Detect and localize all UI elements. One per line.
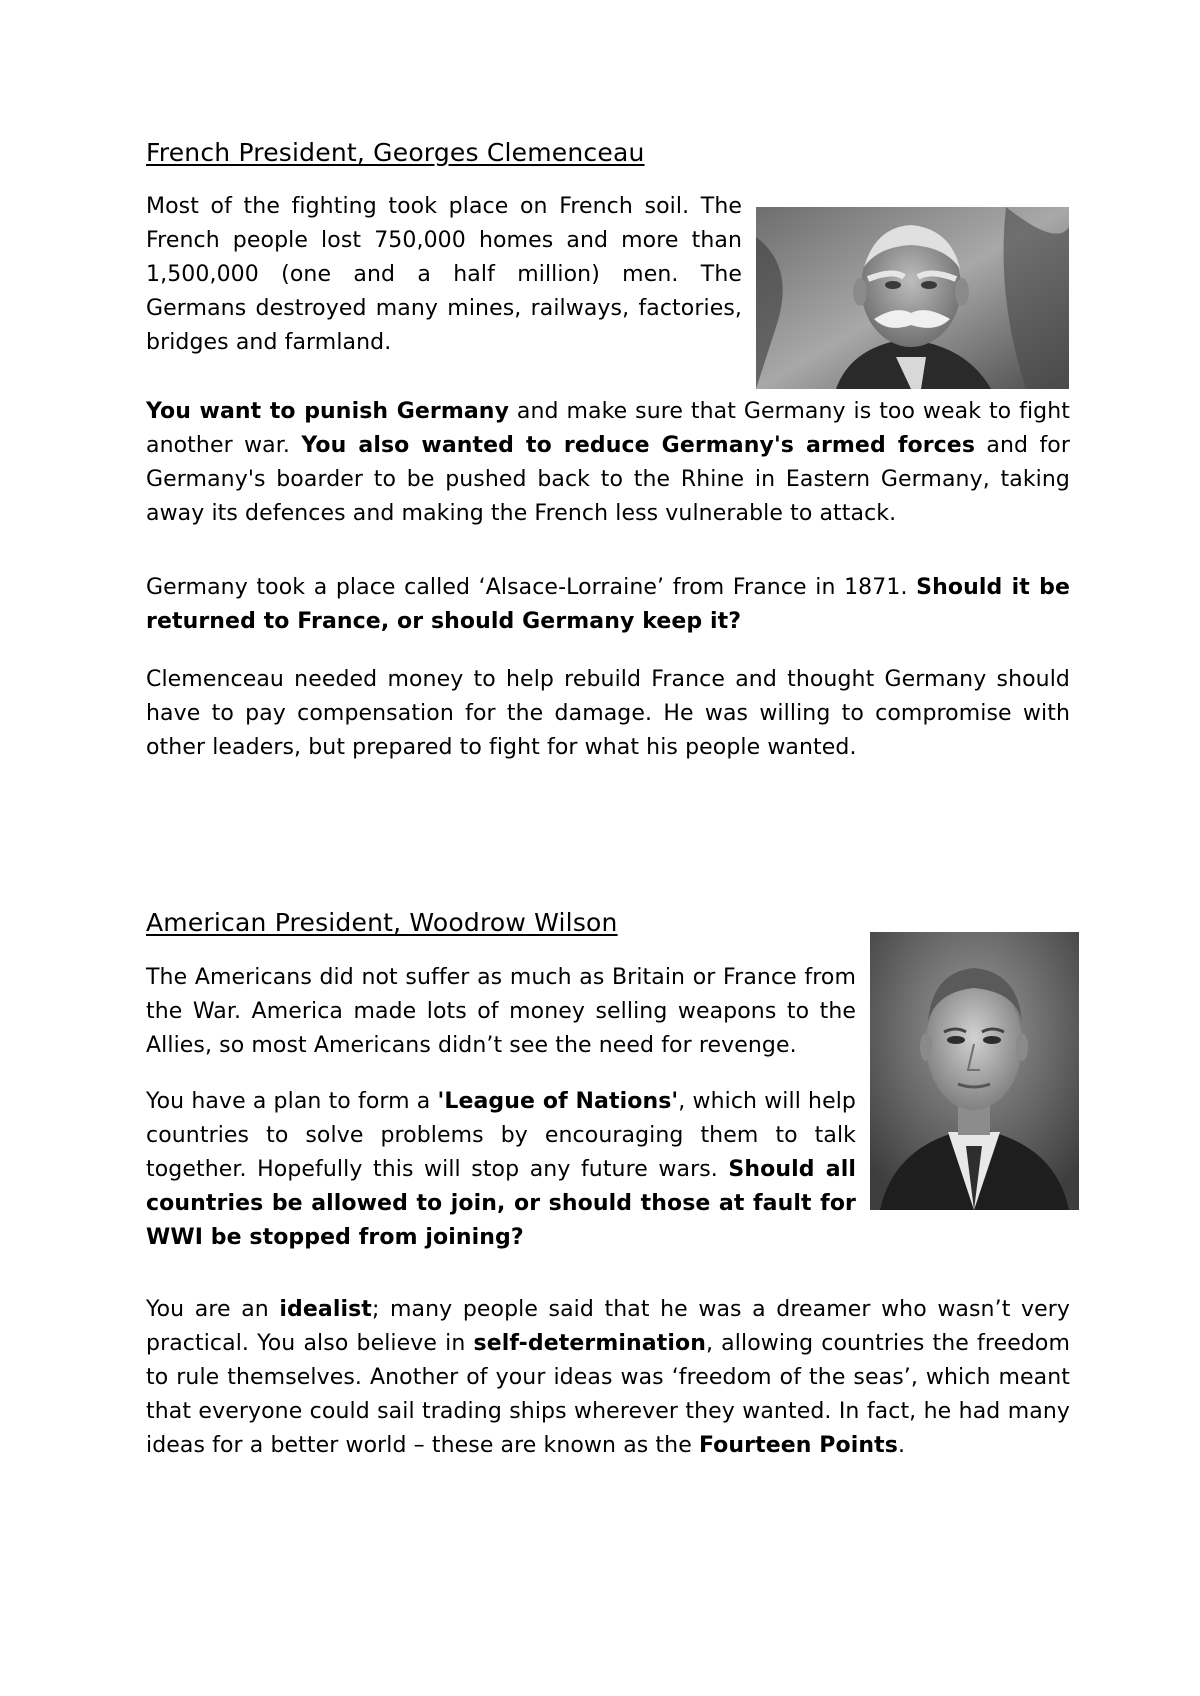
text-run: Most of the fighting took place on French soil. The French people lost 750,000 homes and more than 1,500,000 (one and a half million) men. The Germans destroyed many mines, railways, factories, bridges and farmland.: [146, 194, 742, 355]
bold-text-run: idealist: [279, 1297, 372, 1322]
bold-text-run: Should all countries be allowed to join, or should those at fault for WWI be stopped from joining?: [146, 1157, 856, 1250]
wilson-paragraph-1: [146, 961, 856, 1063]
text-run: The Americans did not suffer as much as Britain or France from the War. America made lots of money selling weapons to the Allies, so most Americans didn’t see the need for revenge.: [146, 965, 856, 1058]
text-run: and make sure that Germany is too weak to fight another war.: [146, 399, 1071, 458]
clemenceau-heading: French President, Georges Clemenceau: [146, 138, 645, 167]
bold-text-run: self-determination: [473, 1331, 706, 1356]
text-run: , which will help countries to solve problems by encouraging them to talk together. Hopefully this will stop any future wars.: [146, 1089, 857, 1182]
bold-text-run: You want to punish Germany: [146, 399, 510, 424]
text-run: You are an: [146, 1297, 280, 1322]
clemenceau-paragraph-2: [146, 395, 1070, 531]
wilson-heading: American President, Woodrow Wilson: [146, 908, 618, 937]
wilson-portrait: [870, 932, 1079, 1210]
text-run: Germany took a place called ‘Alsace-Lorraine’ from France in 1871.: [146, 575, 917, 600]
text-run: and for Germany's boarder to be pushed back to the Rhine in Eastern Germany, taking away its defences and making the French less vulnerable to attack.: [146, 433, 1070, 526]
bold-text-run: 'League of Nations': [437, 1089, 679, 1114]
text-run: , allowing countries the freedom to rule themselves. Another of your ideas was ‘freedom of the seas’, which meant that everyone could sail trading ships wherever they wanted. In fact, he had many ideas for a better world – these are known as the: [146, 1331, 1070, 1458]
text-run: You have a plan to form a: [146, 1089, 438, 1114]
text-run: ; many people said that he was a dreamer who wasn’t very practical. You also believe in: [146, 1297, 1070, 1356]
clemenceau-paragraph-1: [146, 190, 742, 360]
wilson-paragraph-3: [146, 1293, 1070, 1463]
wilson-paragraph-2: [146, 1085, 856, 1255]
clemenceau-portrait: [756, 207, 1069, 389]
text-run: Clemenceau needed money to help rebuild France and thought Germany should have to pay compensation for the damage. He was willing to compromise with other leaders, but prepared to fight for what his people wanted.: [146, 667, 1070, 760]
clemenceau-paragraph-4: [146, 663, 1070, 765]
bold-text-run: Fourteen Points: [698, 1433, 898, 1458]
bold-text-run: Should it be returned to France, or should Germany keep it?: [146, 575, 1070, 634]
bold-text-run: You also wanted to reduce Germany's armed forces: [301, 433, 976, 458]
text-run: .: [897, 1433, 906, 1458]
clemenceau-paragraph-3: [146, 571, 1070, 639]
